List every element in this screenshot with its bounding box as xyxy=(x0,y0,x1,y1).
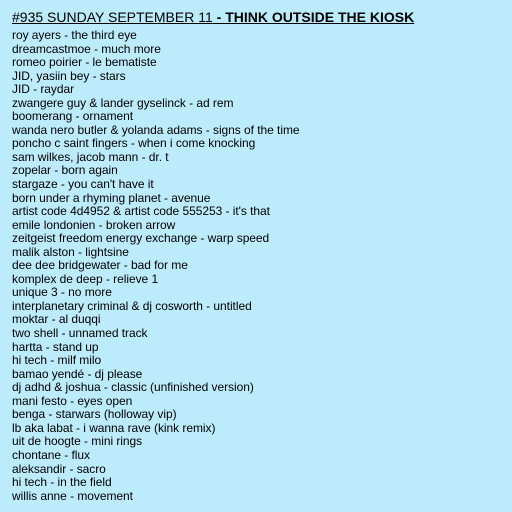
track-item: aleksandir - sacro xyxy=(12,461,106,476)
track-item: chontane - flux xyxy=(12,447,90,462)
track-item: JID - raydar xyxy=(12,82,75,97)
track-item: JID, yasiin bey - stars xyxy=(12,68,126,83)
track-item: dj adhd & joshua - classic (unfinished version) xyxy=(12,380,254,395)
track-item: benga - starwars (holloway vip) xyxy=(12,407,177,422)
show-title: - THINK OUTSIDE THE KIOSK xyxy=(212,9,415,25)
track-list xyxy=(12,29,512,503)
track-item: born under a rhyming planet - avenue xyxy=(12,190,211,205)
track-item: moktar - al duqqi xyxy=(12,312,101,327)
track-item: two shell - unnamed track xyxy=(12,326,148,341)
track-item: hi tech - in the field xyxy=(12,475,112,490)
track-item: unique 3 - no more xyxy=(12,285,112,300)
track-item: artist code 4d4952 & artist code 555253 - it's that xyxy=(12,204,270,219)
track-item: hartta - stand up xyxy=(12,339,99,354)
track-item: uit de hoogte - mini rings xyxy=(12,434,143,449)
track-item: lb aka labat - i wanna rave (kink remix) xyxy=(12,420,216,435)
track-item: dee dee bridgewater - bad for me xyxy=(12,258,188,273)
track-item: mani festo - eyes open xyxy=(12,393,133,408)
track-item: hi tech - milf milo xyxy=(12,353,102,368)
track-item: interplanetary criminal & dj cosworth - untitled xyxy=(12,298,252,313)
track-item: zwangere guy & lander gyselinck - ad rem xyxy=(12,95,234,110)
track-item: emile londonien - broken arrow xyxy=(12,217,176,232)
track-item: wanda nero butler & yolanda adams - signs of the time xyxy=(12,122,300,137)
track-item: stargaze - you can't have it xyxy=(12,177,154,192)
track-item: willis anne - movement xyxy=(12,488,133,503)
episode-number-date: #935 SUNDAY SEPTEMBER 11 xyxy=(12,9,213,25)
playlist-header xyxy=(12,9,512,26)
track-item: roy ayers - the third eye xyxy=(12,28,137,42)
track-item: bamao yendé - dj please xyxy=(12,366,143,381)
track-item: boomerang - ornament xyxy=(12,109,134,124)
track-item: zeitgeist freedom energy exchange - warp speed xyxy=(12,231,270,246)
track-item: dreamcastmoe - much more xyxy=(12,41,161,56)
track-item: sam wilkes, jacob mann - dr. t xyxy=(12,149,169,164)
track-item: zopelar - born again xyxy=(12,163,118,178)
track-item: malik alston - lightsine xyxy=(12,244,129,259)
track-item: poncho c saint fingers - when i come knocking xyxy=(12,136,256,151)
track-item: komplex de deep - relieve 1 xyxy=(12,271,159,286)
track-item: romeo poirier - le bematiste xyxy=(12,55,157,70)
